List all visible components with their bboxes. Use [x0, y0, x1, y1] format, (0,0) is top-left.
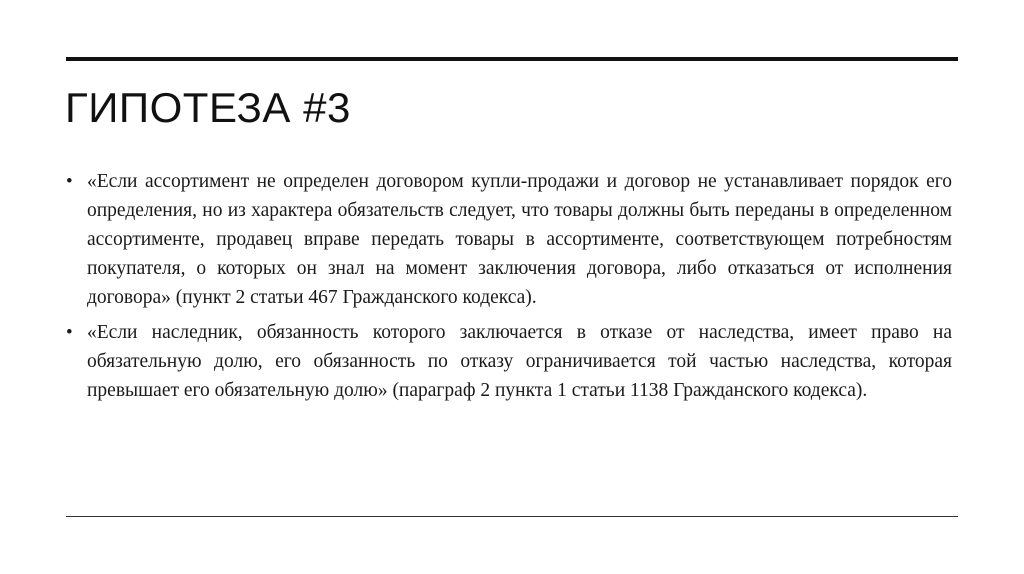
- bullet-text: «Если ассортимент не определен договором купли-продажи и договор не устанавливает порядок его определения, но из характера обязательств следует, что товары должны быть переданы в определенном ассортименте, продавец вправе передать товары в ассортименте, соответствующем потребностям покупателя, о которых он знал на момент заключения договора, либо отказаться от исполнения договора» (пункт 2 статьи 467 Гражданского кодекса).: [87, 171, 952, 308]
- slide-body: [66, 167, 952, 411]
- bullet-item: [66, 167, 952, 312]
- bullet-point-icon: •: [66, 171, 73, 192]
- bullet-point-icon: •: [66, 322, 73, 343]
- bullet-text: «Если наследник, обязанность которого заключается в отказе от наследства, имеет право на обязательную долю, его обязанность по отказу ограничивается той частью наследства, которая превышает его обязательную долю» (параграф 2 пункта 1 статьи 1138 Гражданского кодекса).: [87, 322, 952, 401]
- slide-title: ГИПОТЕЗА #3: [65, 84, 351, 131]
- bullet-list: [66, 167, 952, 405]
- top-divider: [66, 57, 958, 61]
- bullet-item: [66, 318, 952, 405]
- bottom-divider: [66, 516, 958, 517]
